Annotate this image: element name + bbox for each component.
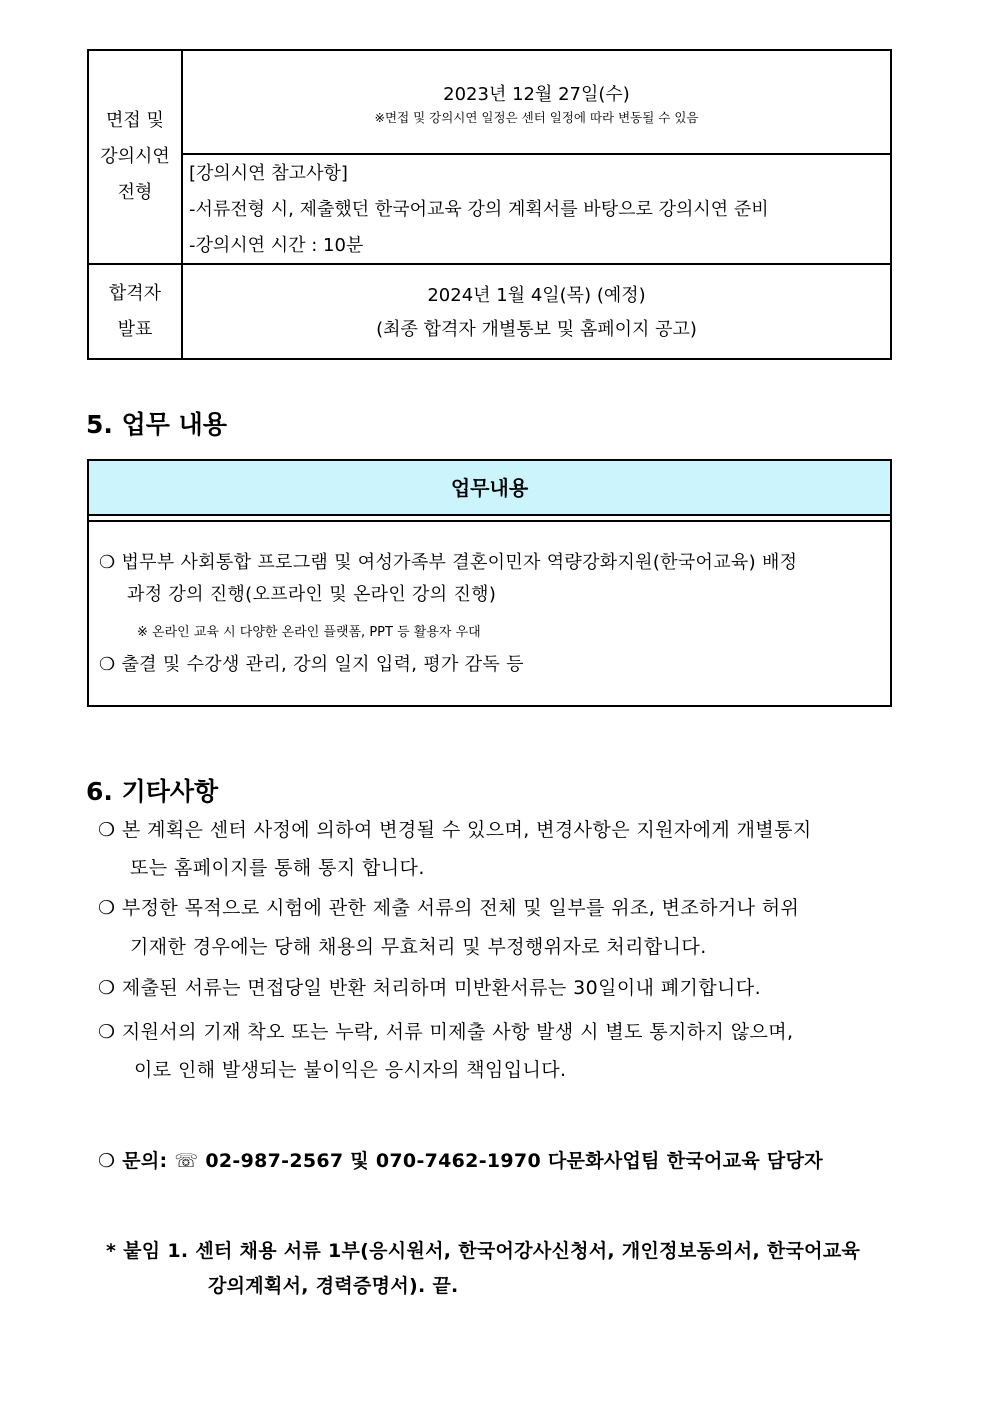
section5-title: 5. 업무 내용: [86, 410, 227, 439]
duty-box-header: 업무내용: [89, 461, 890, 516]
duty-item-2-text: 출결 및 수강생 관리, 강의 일지 입력, 평가 감독 등: [121, 654, 524, 675]
result-date-cell: [182, 264, 891, 359]
interview-label-line1: 면접 및: [106, 110, 164, 131]
etc-item-1-line1: 본 계획은 센터 사정에 의하여 변경될 수 있으며, 변경사항은 지원자에게 개별통지: [121, 819, 812, 841]
etc-item-3-text: 제출된 서류는 면접당일 반환 처리하며 미반환서류는 30일이내 폐기합니다.: [121, 977, 762, 999]
result-label-line2: 발표: [117, 318, 153, 340]
interview-date: 2023년 12월 27일(수): [443, 84, 630, 105]
schedule-table: [87, 49, 892, 360]
duty-item-1-line2: 과정 강의 진행(오프라인 및 온라인 강의 진행): [127, 584, 497, 605]
attachment-line2: 강의계획서, 경력증명서). 끝.: [208, 1275, 459, 1297]
duty-item-1: [99, 547, 880, 579]
etc-item-4-line1: 지원서의 기재 착오 또는 누락, 서류 미제출 사항 발생 시 별도 통지하지 않으며,: [121, 1021, 794, 1043]
interview-label-line2: 강의시연: [100, 146, 170, 167]
result-label-cell: [88, 264, 182, 359]
duty-box: [87, 459, 892, 707]
etc-item-2: [98, 888, 910, 928]
etc-item-1-line2: 또는 홈페이지를 통해 통지 합니다.: [130, 857, 425, 879]
interview-label-cell: [88, 50, 182, 264]
section6-title: 6. 기타사항: [86, 777, 219, 806]
etc-item-4-line2: 이로 인해 발생되는 불이익은 응시자의 책임입니다.: [134, 1059, 567, 1081]
interview-label-line3: 전형: [117, 182, 153, 203]
lecture-ref-item-1: -서류전형 시, 제출했던 한국어교육 강의 계획서를 바탕으로 강의시연 준비: [189, 199, 769, 220]
result-note: (최종 합격자 개별통보 및 홈페이지 공고): [376, 318, 697, 340]
etc-item-2-line2: 기재한 경우에는 당해 채용의 무효처리 및 부정행위자로 처리합니다.: [130, 936, 707, 958]
bullet-icon: ❍: [99, 552, 116, 573]
interview-note: ※면접 및 강의시연 일정은 센터 일정에 따라 변동될 수 있음: [374, 110, 699, 125]
etc-item-2-line1: 부정한 목적으로 시험에 관한 제출 서류의 전체 및 일부를 위조, 변조하거나 허위: [121, 897, 800, 919]
lecture-ref-cell: [182, 154, 891, 264]
bullet-icon: ❍: [98, 819, 116, 841]
bullet-icon: ❍: [98, 1021, 116, 1043]
etc-item-4: [98, 1012, 910, 1052]
interview-date-cell: [182, 50, 891, 154]
etc-item-3: [98, 968, 910, 1008]
bullet-icon: ❍: [98, 977, 116, 999]
bullet-icon: ❍: [99, 654, 116, 675]
contact-line: ❍ 문의: ☏ 02-987-2567 및 070-7462-1970 다문화사업팀 한국어교육 담당자: [98, 1150, 823, 1172]
result-date: 2024년 1월 4일(목) (예정): [427, 284, 646, 306]
duty-item-2: [99, 649, 880, 681]
duty-item-1-line1: 법무부 사회통합 프로그램 및 여성가족부 결혼이민자 역량강화지원(한국어교육) 배정: [121, 552, 798, 573]
lecture-ref-item-2: -강의시연 시간 : 10분: [189, 235, 364, 256]
duty-box-divider: [89, 516, 890, 522]
duty-item-1-note: ※ 온라인 교육 시 다양한 온라인 플랫폼, PPT 등 활용자 우대: [137, 625, 481, 640]
attachment-line1: * 붙임 1. 센터 채용 서류 1부(응시원서, 한국어강사신청서, 개인정보동의서, 한국어교육: [106, 1240, 861, 1262]
lecture-ref-title: [강의시연 참고사항]: [189, 163, 348, 184]
etc-item-1: [98, 810, 910, 850]
result-label-line1: 합격자: [108, 282, 162, 304]
bullet-icon: ❍: [98, 897, 116, 919]
